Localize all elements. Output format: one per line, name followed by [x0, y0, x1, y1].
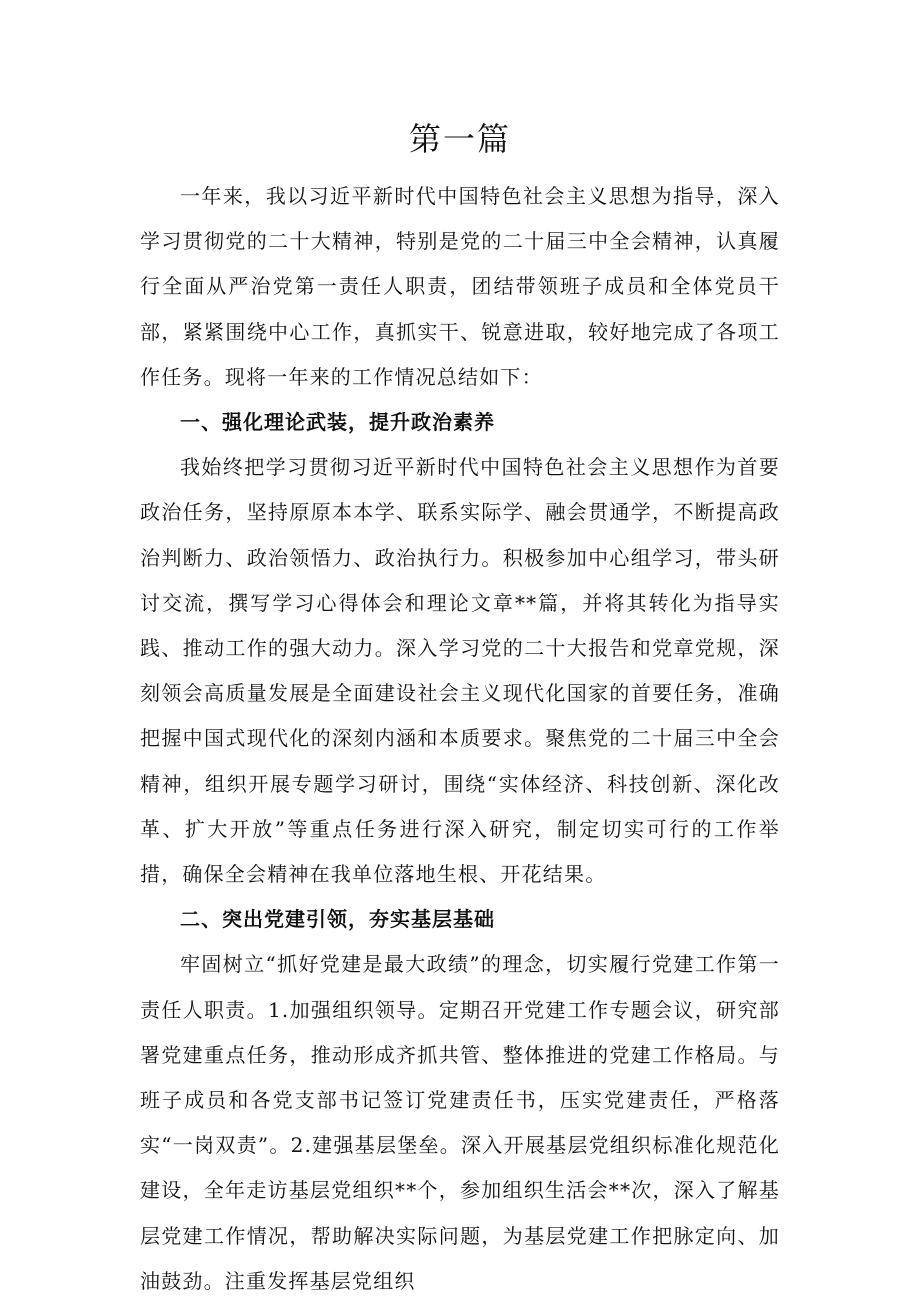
section-2-heading: 二、突出党建引领，夯实基层基础	[180, 907, 495, 932]
document-title: 第一篇	[408, 120, 511, 158]
section-1-body: 我始终把学习贯彻习近平新时代中国特色社会主义思想作为首要政治任务，坚持原原本本学、联系实际学、融会贯通学，不断提高政治判断力、政治领悟力、政治执行力。积极参加中心组学习，带头研讨交流，撰写学习心得体会和理论文章**篇，并将其转化为指导实践、推动工作的强大动力。深入学习党的二十大报告和党章党规，深刻领会高质量发展是全面建设社会主义现代化国家的首要任务，准确把握中国式现代化的深刻内涵和本质要求。聚焦党的二十届三中全会精神，组织开展专题学习研讨，围绕“实体经济、科技创新、深化改革、扩大开放”等重点任务进行深入研究，制定切实可行的工作举措，确保全会精神在我单位落地生根、开花结果。	[140, 455, 780, 887]
section-1-heading: 一、强化理论武装，提升政治素养	[180, 410, 495, 435]
section-2-body: 牢固树立“抓好党建是最大政绩”的理念，切实履行党建工作第一责任人职责。1.加强组织领导。定期召开党建工作专题会议，研究部署党建重点任务，推动形成齐抓共管、整体推进的党建工作格局。与班子成员和各党支部书记签订党建责任书，压实党建责任，严格落实“一岗双责”。2.建强基层堡垒。深入开展基层党组织标准化规范化建设，全年走访基层党组织**个，参加组织生活会**次，深入了解基层党建工作情况，帮助解决实际问题，为基层党建工作把脉定向、加油鼓劲。注重发挥基层党组织	[140, 952, 780, 1293]
intro-paragraph: 一年来，我以习近平新时代中国特色社会主义思想为指导，深入学习贯彻党的二十大精神，特别是党的二十届三中全会精神，认真履行全面从严治党第一责任人职责，团结带领班子成员和全体党员干部，紧紧围绕中心工作，真抓实干、锐意进取，较好地完成了各项工作任务。现将一年来的工作情况总结如下：	[140, 184, 780, 389]
